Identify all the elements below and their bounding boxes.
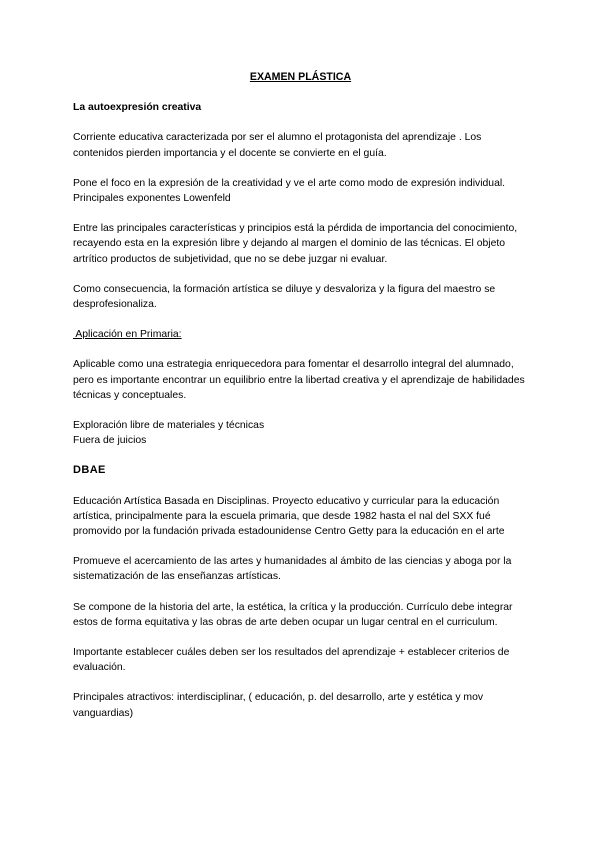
paragraph: Entre las principales características y principios está la pérdida de importancia del conocimiento, recayendo esta en la expresión libre y dejando al margen el dominio de las técnicas. El objeto artrítico productos de subjetividad, que no se debe juzgar ni evaluar. [73,223,518,265]
section-heading-autoexpresion: La autoexpresión creativa [73,102,202,114]
document-page [73,70,528,736]
page-title: EXAMEN PLÁSTICA [249,71,352,83]
paragraph [73,176,528,206]
list-item: Exploración libre de materiales y técnicas [73,420,265,432]
list-item: Fuera de juicios [73,435,147,447]
paragraph: Promueve el acercamiento de las artes y humanidades al ámbito de las ciencias y aboga por la sistematización de las enseñanzas artísticas. [73,556,512,583]
paragraph: Aplicable como una estrategia enriquecedora para fomentar el desarrollo integral del alumnado, pero es importante encontrar un equilibrio entre la libertad creativa y el aprendizaje de habilidades técnicas y conceptuales. [73,359,525,401]
paragraph-line: Pone el foco en la expresión de la creatividad y ve el arte como modo de expresión individual. [73,177,506,189]
paragraph: Se compone de la historia del arte, la estética, la crítica y la producción. Currículo debe integrar estos de forma equitativa y las obras de arte deben ocupar un lugar central en el curriculum. [73,601,513,628]
paragraph: Como consecuencia, la formación artística se diluye y desvaloriza y la figura del maestro se desprofesionaliza. [73,283,496,311]
paragraph: Importante establecer cuáles deben ser los resultados del aprendizaje + establecer criterios de evaluación. [73,647,510,674]
subheading-aplicacion: Aplicación en Primaria: [73,329,182,341]
section-heading-dbae: DBAE [73,464,106,477]
paragraph-line: Principales exponentes Lowenfeld [73,193,231,205]
list [73,418,528,448]
paragraph: Educación Artística Basada en Disciplinas. Proyecto educativo y curricular para la educación artística, principalmente para la escuela primaria, que desde 1982 hasta el nal del SXX fué promovido por la fundación privada estadounidense Centro Getty para la educación en el arte [73,495,505,538]
paragraph: Principales atractivos: interdisciplinar, ( educación, p. del desarrollo, arte y estética y mov vanguardias) [73,692,484,719]
paragraph: Corriente educativa caracterizada por ser el alumno el protagonista del aprendizaje . Los contenidos pierden importancia y el docente se convierte en el guía. [73,132,482,159]
